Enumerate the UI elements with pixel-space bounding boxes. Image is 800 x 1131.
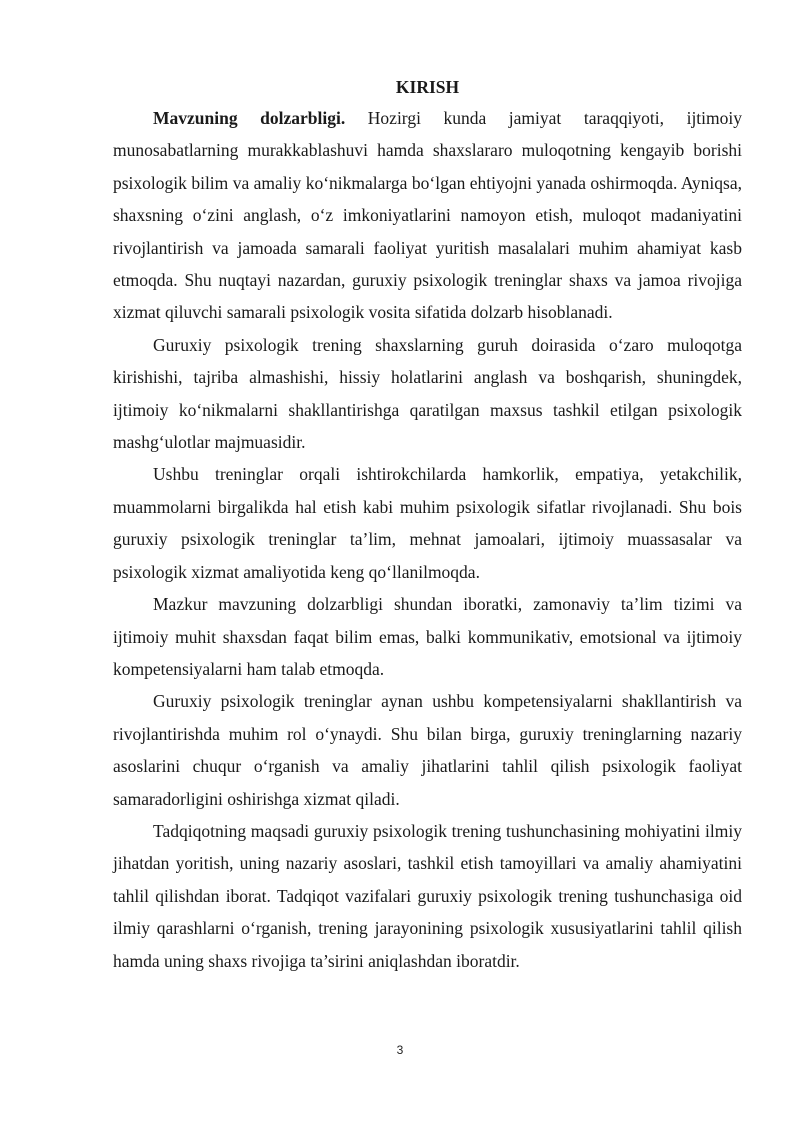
paragraph-qualities: Ushbu treninglar orqali ishtirokchilarda hamkorlik, empatiya, yetakchilik, muammolarni birgalikda hal etish kabi muhim psixologik sifatlar rivojlanadi. Shu bois guruxiy psixologik treninglar ta’lim, mehnat jamoalari, ijtimoiy muassasalar va psixologik xizmat amaliyotida keng qo‘llanilmoqda. bbox=[113, 464, 742, 582]
paragraph-role: Guruxiy psixologik treninglar aynan ushbu kompetensiyalarni shakllantirish va rivojlantirishda muhim rol o‘ynaydi. Shu bilan birga, guruxiy treninglarning nazariy asoslarini chuqur o‘rganish va amaliy jihatlarini tahlil qilish psixologik faoliyat samaradorligini oshirishga xizmat qiladi. bbox=[113, 691, 742, 809]
section-heading: KIRISH bbox=[395, 77, 460, 97]
paragraph-definition: Guruxiy psixologik trening shaxslarning guruh doirasida o‘zaro muloqotga kirishishi, tajriba almashishi, hissiy holatlarini anglash va boshqarish, shuningdek, ijtimoiy ko‘nikmalarni shakllantirishga qaratilgan maxsus tashkil etilgan psixologik mashg‘ulotlar majmuasidir. bbox=[113, 334, 742, 453]
document-page bbox=[113, 72, 742, 977]
paragraph-text: Hozirgi kunda jamiyat taraqqiyoti, ijtimoiy munosabatlarning murakkablashuvi hamda shaxslararo muloqotning kengayib borishi psixologik bilim va amaliy ko‘nikmalarga bo‘lgan ehtiyojni yanada oshirmoqda. Ayniqsa, shaxsning o‘zini anglash, o‘z imkoniyatlarini namoyon etish, muloqot madaniyatini rivojlantirish va jamoada samarali faoliyat yuritish masalalari muhim ahamiyat kasb etmoqda. Shu nuqtayi nazardan, guruxiy psixologik treninglar shaxs va jamoa rivojiga xizmat qiluvchi samarali psixologik vosita sifatida dolzarb hisoblanadi. bbox=[113, 108, 743, 323]
paragraph-lead: Mavzuning dolzarbligi. bbox=[153, 108, 346, 128]
paragraph-relevance bbox=[113, 102, 742, 329]
paragraph-competencies: Mazkur mavzuning dolzarbligi shundan iboratki, zamonaviy ta’lim tizimi va ijtimoiy muhit shaxsdan faqat bilim emas, balki kommunikativ, emotsional va ijtimoiy kompetensiyalarni ham talab etmoqda. bbox=[113, 594, 742, 679]
page-number: 3 bbox=[396, 1043, 404, 1057]
paragraph-research-aim: Tadqiqotning maqsadi guruxiy psixologik trening tushunchasining mohiyatini ilmiy jihatdan yoritish, uning nazariy asoslari, tashkil etish tamoyillari va amaliy ahamiyatini tahlil qilishdan iborat. Tadqiqot vazifalari guruxiy psixologik trening tushunchasiga oid ilmiy qarashlarni o‘rganish, trening jarayonining psixologik xususiyatlarini tahlil qilish hamda uning shaxs rivojiga ta’sirini aniqlashdan iboratdir. bbox=[113, 820, 742, 971]
